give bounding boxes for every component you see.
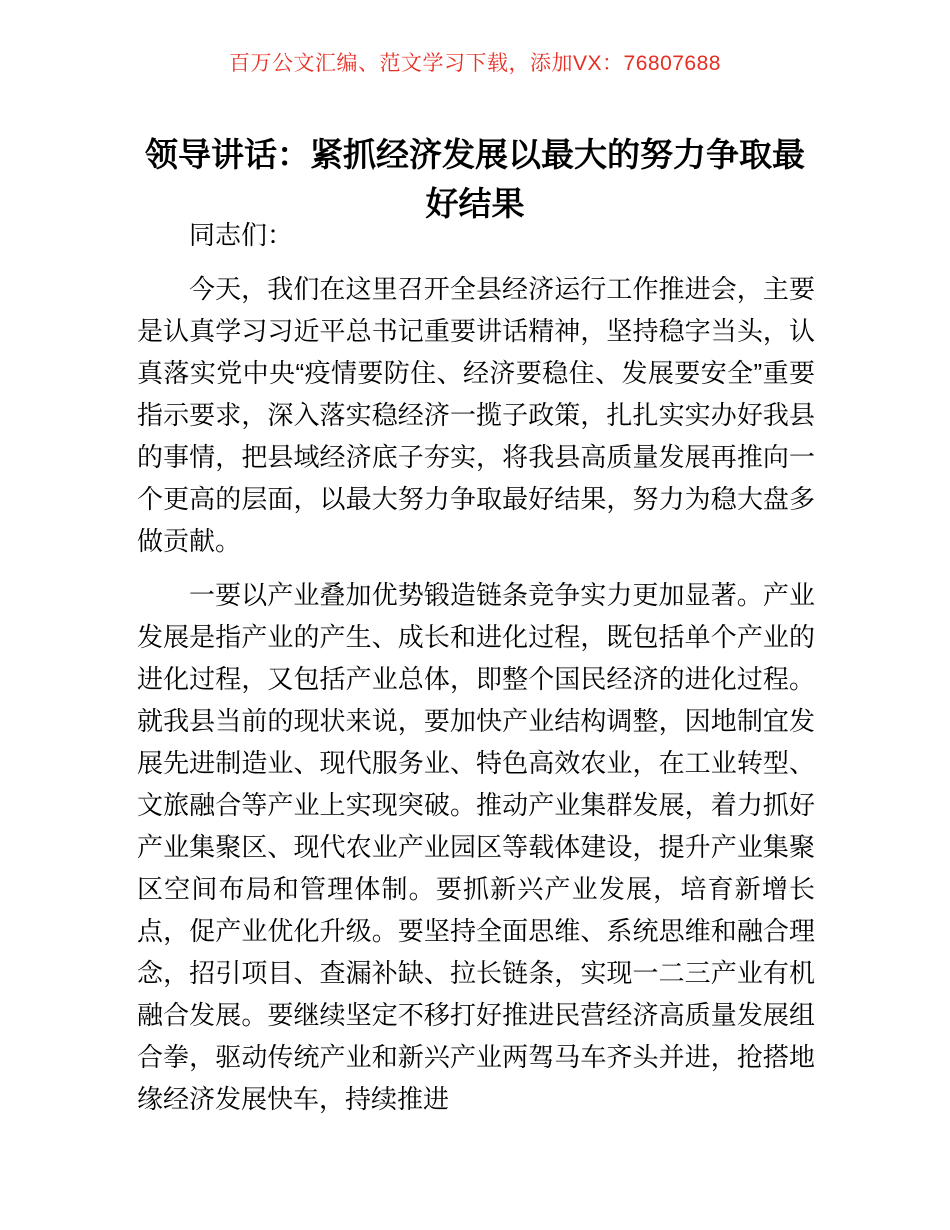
document-title: 领导讲话：紧抓经济发展以最大的努力争取最好结果	[145, 136, 805, 223]
paragraph-intro: 今天，我们在这里召开全县经济运行工作推进会，主要是认真学习习近平总书记重要讲话精神，坚持稳字当头，认真落实党中央“疫情要防住、经济要稳住、发展要安全”重要指示要求，深入落实稳经济一揽子政策，扎扎实实办好我县的事情，把县域经济底子夯实，将我县高质量发展再推向一个更高的层面，以最大努力争取最好结果，努力为稳大盘多做贡献。	[137, 274, 815, 556]
paragraph-point-one: 一要以产业叠加优势锻造链条竞争实力更加显著。产业发展是指产业的产生、成长和进化过程，既包括单个产业的进化过程，又包括产业总体，即整个国民经济的进化过程。就我县当前的现状来说，要加快产业结构调整，因地制宜发展先进制造业、现代服务业、特色高效农业，在工业转型、文旅融合等产业上实现突破。推动产业集群发展，着力抓好产业集聚区、现代农业产业园区等载体建设，提升产业集聚区空间布局和管理体制。要抓新兴产业发展，培育新增长点，促产业优化升级。要坚持全面思维、系统思维和融合理念，招引项目、查漏补缺、拉长链条，实现一二三产业有机融合发展。要继续坚定不移打好推进民营经济高质量发展组合拳，驱动传统产业和新兴产业两驾马车齐头并进，抢搭地缘经济发展快车，持续推进	[137, 580, 815, 1114]
paragraph-salutation: 同志们：	[189, 220, 294, 250]
document-body	[137, 214, 815, 1132]
promo-banner-text: 百万公文汇编、范文学习下载，添加VX：76807688	[229, 52, 721, 75]
